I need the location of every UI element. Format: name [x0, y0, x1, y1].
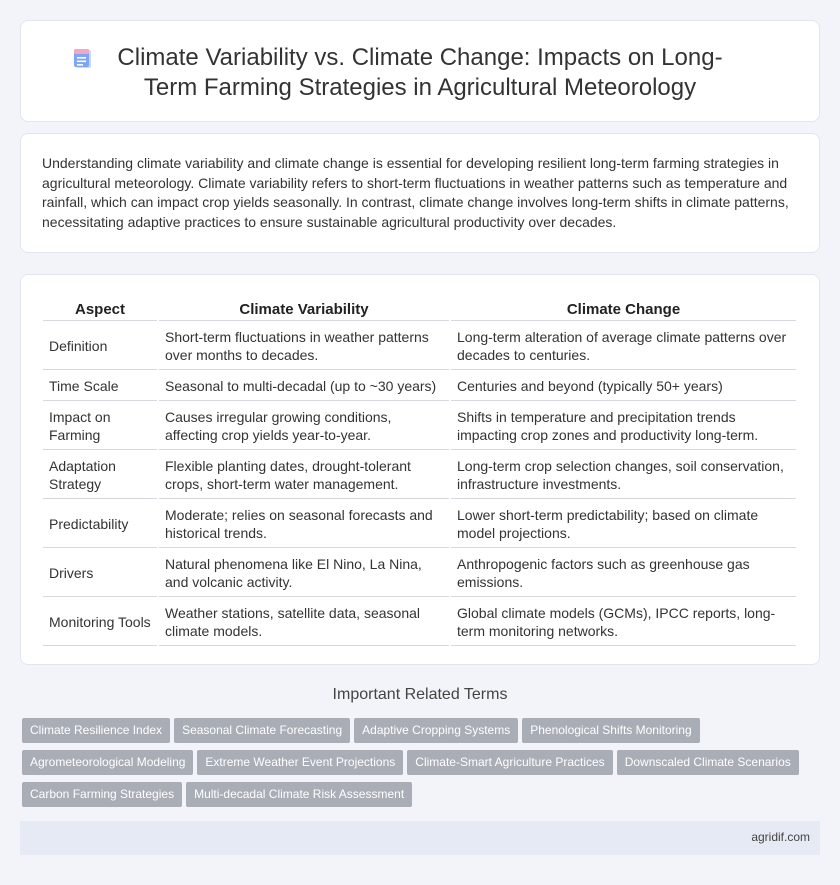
table-row — [43, 550, 796, 597]
comparison-table-card — [20, 274, 820, 665]
column-header-climate-change: Climate Change — [451, 299, 796, 321]
header-card — [20, 20, 820, 122]
footer — [20, 821, 820, 855]
row-change-cell: Global climate models (GCMs), IPCC reports, long-term monitoring networks. — [451, 599, 796, 646]
related-term-tag[interactable]: Seasonal Climate Forecasting — [174, 718, 350, 743]
table-header-row — [43, 299, 796, 321]
related-term-tag[interactable]: Phenological Shifts Monitoring — [522, 718, 699, 743]
row-change-cell: Anthropogenic factors such as greenhouse gas emissions. — [451, 550, 796, 597]
row-variability-cell: Short-term fluctuations in weather patterns over months to decades. — [159, 323, 449, 370]
related-term-tag[interactable]: Climate Resilience Index — [22, 718, 170, 743]
related-term-tag[interactable]: Agrometeorological Modeling — [22, 750, 193, 775]
related-term-tag[interactable]: Adaptive Cropping Systems — [354, 718, 518, 743]
row-aspect-cell: Monitoring Tools — [43, 599, 157, 646]
row-variability-cell: Weather stations, satellite data, seasonal climate models. — [159, 599, 449, 646]
column-header-climate-variability: Climate Variability — [159, 299, 449, 321]
row-change-cell: Centuries and beyond (typically 50+ years) — [451, 372, 796, 401]
related-term-tag[interactable]: Downscaled Climate Scenarios — [617, 750, 799, 775]
related-term-tag[interactable]: Climate-Smart Agriculture Practices — [407, 750, 612, 775]
table-row — [43, 403, 796, 450]
row-aspect-cell: Drivers — [43, 550, 157, 597]
related-terms-list — [22, 718, 822, 814]
table-row — [43, 501, 796, 548]
table-row — [43, 372, 796, 401]
row-change-cell: Long-term crop selection changes, soil conservation, infrastructure investments. — [451, 452, 796, 499]
row-variability-cell: Flexible planting dates, drought-tolerant crops, short-term water management. — [159, 452, 449, 499]
row-variability-cell: Causes irregular growing conditions, affecting crop yields year-to-year. — [159, 403, 449, 450]
row-variability-cell: Moderate; relies on seasonal forecasts and historical trends. — [159, 501, 449, 548]
row-variability-cell: Natural phenomena like El Nino, La Nina, and volcanic activity. — [159, 550, 449, 597]
row-aspect-cell: Time Scale — [43, 372, 157, 401]
row-aspect-cell: Definition — [43, 323, 157, 370]
page-title: Climate Variability vs. Climate Change: Impacts on Long-Term Farming Strategies in Agricultural Meteorology — [117, 44, 723, 101]
related-term-tag[interactable]: Multi-decadal Climate Risk Assessment — [186, 782, 412, 807]
comparison-table — [41, 297, 798, 648]
row-change-cell: Shifts in temperature and precipitation trends impacting crop zones and productivity long-term. — [451, 403, 796, 450]
intro-card — [20, 133, 820, 253]
row-aspect-cell: Predictability — [43, 501, 157, 548]
table-row — [43, 599, 796, 646]
table-row — [43, 452, 796, 499]
row-change-cell: Lower short-term predictability; based on climate model projections. — [451, 501, 796, 548]
related-term-tag[interactable]: Extreme Weather Event Projections — [197, 750, 403, 775]
intro-paragraph: Understanding climate variability and climate change is essential for developing resilient long-term farming strategies in agricultural meteorology. Climate variability refers to short-term fluctuations in weather patterns such as temperature and rainfall, which can impact crop yields seasonally. In contrast, climate change involves long-term shifts in climate patterns, necessitating adaptive practices to ensure sustainable agricultural productivity over decades. — [42, 155, 789, 230]
related-term-tag[interactable]: Carbon Farming Strategies — [22, 782, 182, 807]
column-header-aspect: Aspect — [43, 299, 157, 321]
table-row — [43, 323, 796, 370]
footer-site-link[interactable]: agridif.com — [751, 830, 810, 844]
row-aspect-cell: Adaptation Strategy — [43, 452, 157, 499]
row-variability-cell: Seasonal to multi-decadal (up to ~30 years) — [159, 372, 449, 401]
related-terms-heading: Important Related Terms — [332, 686, 508, 703]
row-aspect-cell: Impact on Farming — [43, 403, 157, 450]
row-change-cell: Long-term alteration of average climate patterns over decades to centuries. — [451, 323, 796, 370]
